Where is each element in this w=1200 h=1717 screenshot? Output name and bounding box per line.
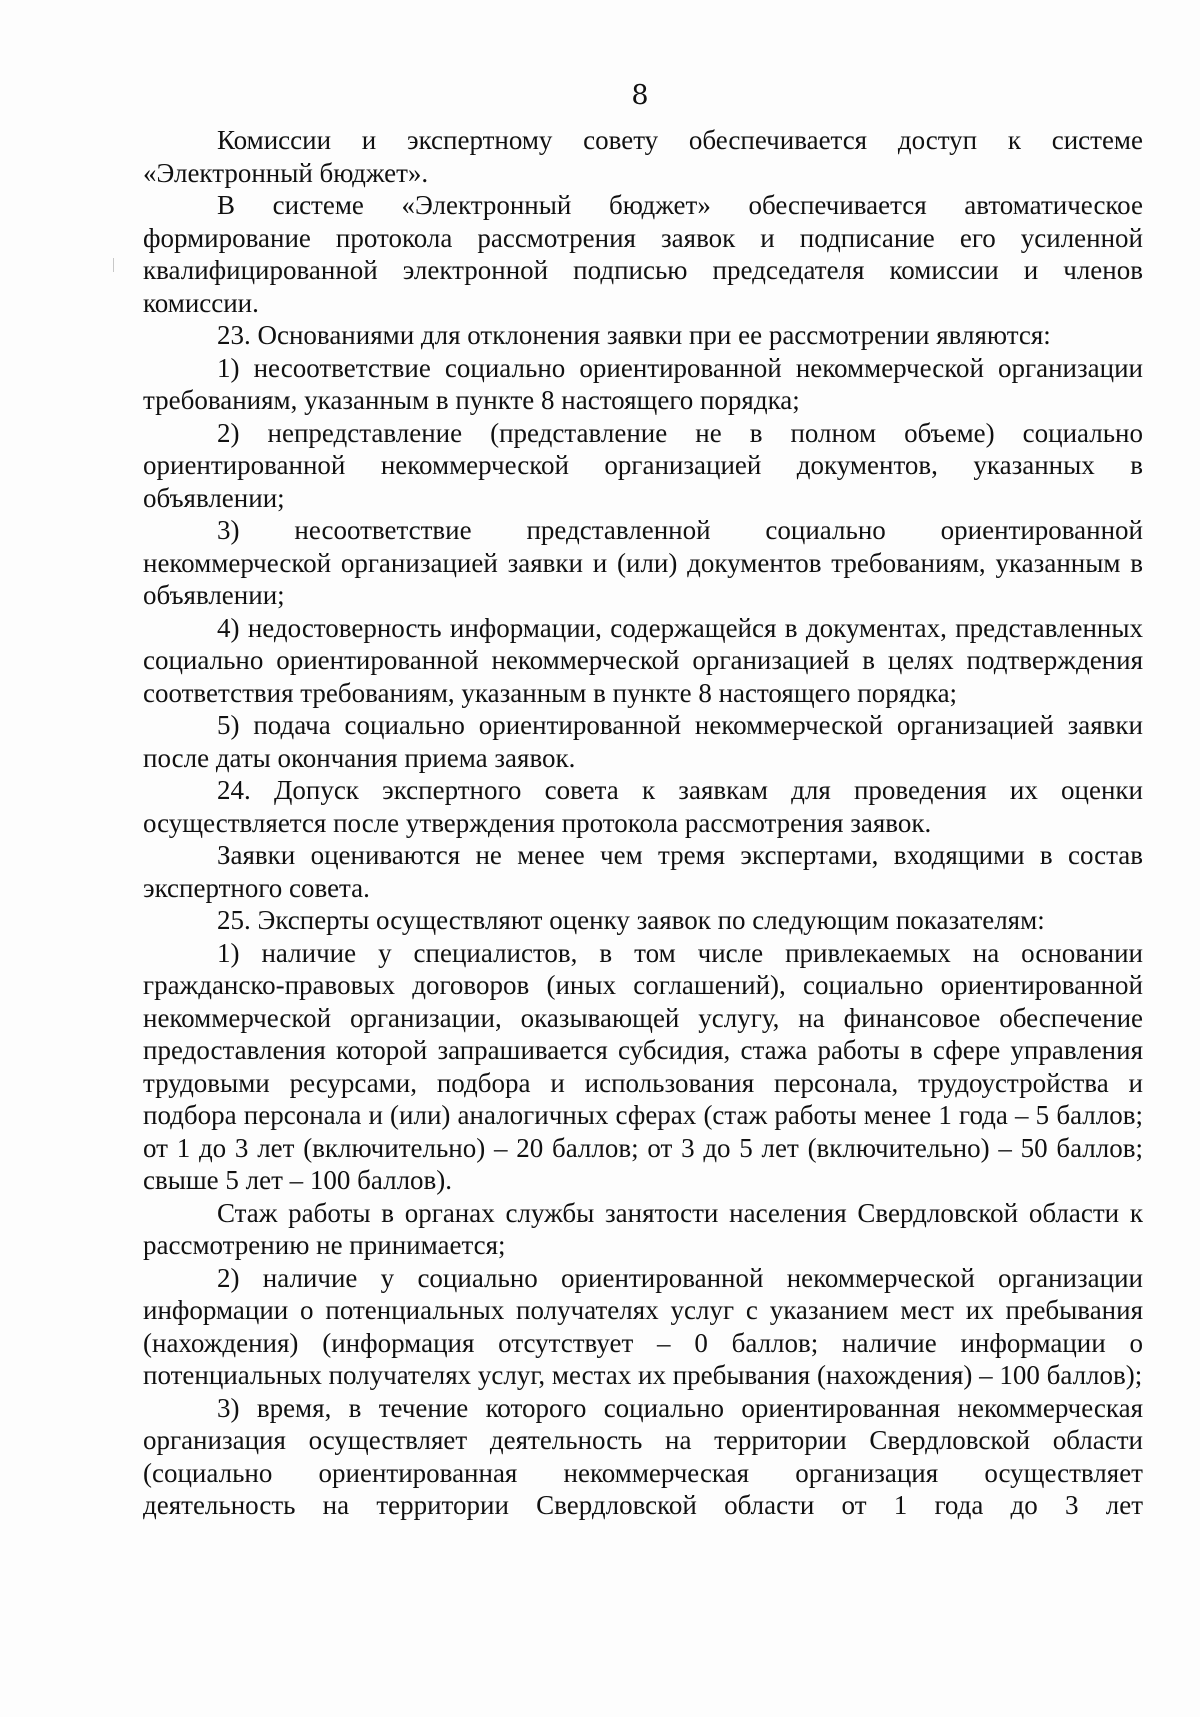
paragraph-23-heading: 23. Основаниями для отклонения заявки при ее рассмотрении являются:	[217, 320, 1051, 350]
paragraph-23-item-1: 1) несоответствие социально ориентированной некоммерческой организации требованиям, указанным в пункте 8 настоящего порядка;	[143, 352, 1143, 415]
paragraph-25-item-2: 2) наличие у социально ориентированной некоммерческой организации информации о потенциальных получателях услуг с указанием мест их пребывания (нахождения) (информация отсутствует – 0 баллов; наличие информации о потенциальных получателях услуг, местах их пребывания (нахождения) – 100 баллов);	[143, 1262, 1143, 1390]
scan-margin-mark	[113, 258, 114, 272]
paragraph-25-heading: 25. Эксперты осуществляют оценку заявок по следующим показателям:	[217, 905, 1045, 935]
paragraph-25-item-1-note: Стаж работы в органах службы занятости населения Свердловской области к рассмотрению не принимается;	[143, 1197, 1143, 1260]
paragraph-25-item-1: 1) наличие у специалистов, в том числе привлекаемых на основании гражданско-правовых договоров (иных соглашений), социально ориентированной некоммерческой организации, оказывающей услугу, на финансовое обеспечение предоставления которой запрашивается субсидия, стажа работы в сфере управления трудовыми ресурсами, подбора и использования персонала, трудоустройства и подбора персонала и (или) аналогичных сферах (стаж работы менее 1 года – 5 баллов; от 1 до 3 лет (включительно) – 20 баллов; от 3 до 5 лет (включительно) – 50 баллов; свыше 5 лет – 100 баллов).	[143, 937, 1143, 1195]
paragraph-23-item-5: 5) подача социально ориентированной некоммерческой организацией заявки после даты окончания приема заявок.	[143, 710, 1143, 773]
paragraph-23-item-4: 4) недостоверность информации, содержащейся в документах, представленных социально ориентированной некоммерческой организацией в целях подтверждения соответствия требованиям, указанным в пункте 8 настоящего порядка;	[143, 612, 1143, 708]
paragraph-23-item-3: 3) несоответствие представленной социально ориентированной некоммерческой организацией заявки и (или) документов требованиям, указанным в объявлении;	[143, 515, 1143, 610]
paragraph-electronic-budget: В системе «Электронный бюджет» обеспечивается автоматическое формирование протокола рассмотрения заявок и подписание его усиленной квалифицированной электронной подписью председателя комиссии и членов комиссии.	[143, 190, 1143, 318]
paragraph-commission-access: Комиссии и экспертному совету обеспечивается доступ к системе «Электронный бюджет».	[143, 125, 1143, 188]
page-number: 8	[631, 80, 649, 111]
document-body	[143, 124, 1143, 1522]
paragraph-24: 24. Допуск экспертного совета к заявкам для проведения их оценки осуществляется после утверждения протокола рассмотрения заявок.	[143, 775, 1143, 838]
paragraph-25-item-3: 3) время, в течение которого социально ориентированная некоммерческая организация осуществляет деятельность на территории Свердловской области (социально ориентированная некоммерческая организация осуществляет деятельность на территории Свердловской области от 1 года до 3 лет	[143, 1392, 1143, 1520]
paragraph-23-item-2: 2) непредставление (представление не в полном объеме) социально ориентированной некоммерческой организацией документов, указанных в объявлении;	[143, 417, 1143, 513]
paragraph-24-experts: Заявки оцениваются не менее чем тремя экспертами, входящими в состав экспертного совета.	[143, 840, 1143, 903]
